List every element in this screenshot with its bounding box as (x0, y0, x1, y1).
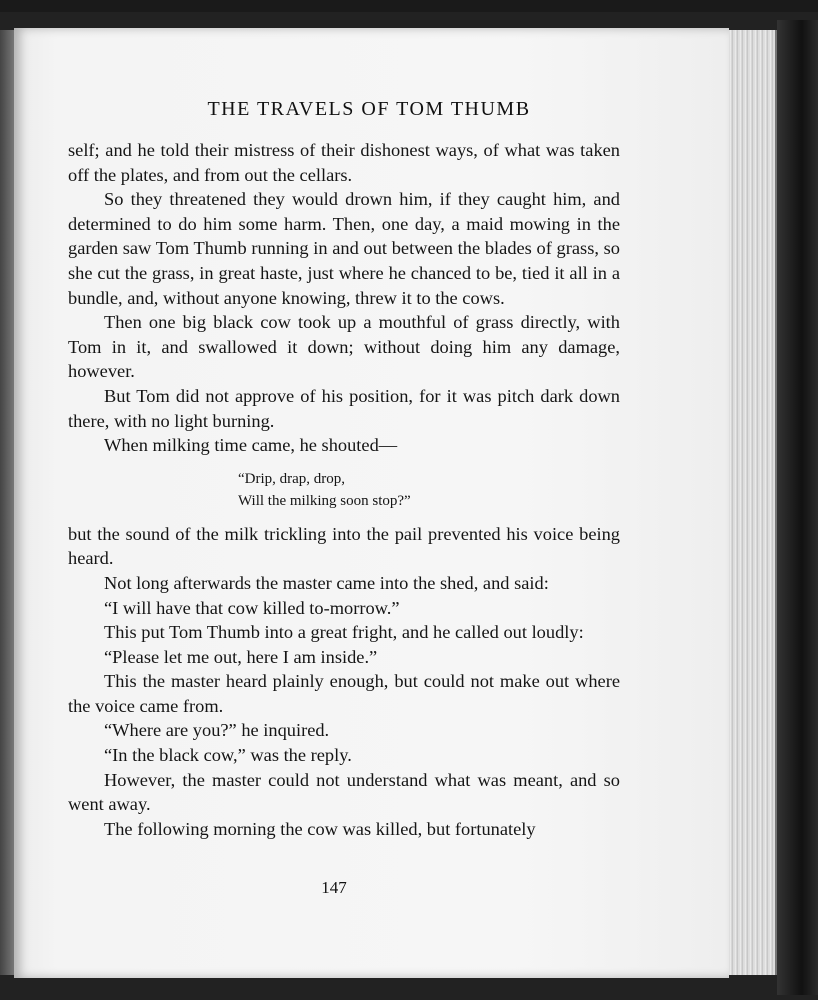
paragraph: This the master heard plainly enough, but could not make out where the voice came from. (68, 671, 620, 716)
page-number-text: 147 (321, 878, 347, 897)
paragraph: “In the black cow,” was the reply. (104, 745, 352, 766)
running-head-text: THE TRAVELS OF TOM THUMB (207, 98, 531, 120)
page-edges (729, 30, 777, 975)
verse-line: “Drip, drap, drop, (238, 470, 346, 487)
paragraph: “I will have that cow killed to-morrow.” (104, 597, 400, 618)
paragraph: Not long afterwards the master came into the shed, and said: (104, 572, 549, 593)
paragraph: “Where are you?” he inquired. (104, 720, 330, 741)
paragraph: When milking time came, he shouted— (104, 435, 398, 456)
verse-line: Will the milking soon stop?” (238, 492, 411, 509)
verse (68, 468, 620, 512)
paragraph: The following morning the cow was killed, but fortunately (104, 818, 536, 839)
paragraph: This put Tom Thumb into a great fright, and he called out loudly: (104, 622, 584, 643)
paragraph: “Please let me out, here I am inside.” (104, 646, 378, 667)
paragraph: However, the master could not understand what was meant, and so went away. (68, 769, 620, 815)
paragraph: but the sound of the milk trickling into the pail prevented his voice being heard. (68, 523, 620, 569)
cover-edge-left (0, 30, 14, 975)
paragraph: But Tom did not approve of his position, for it was pitch dark down there, with no light burning. (68, 385, 620, 431)
paragraph: self; and he told their mistress of their dishonest ways, of what was taken off the plates, and from out the cellars. (68, 140, 620, 185)
paragraph: So they threatened they would drown him, if they caught him, and determined to do him some harm. Then, one day, a maid mowing in the garden saw Tom Thumb running in and out between the blades of grass, so she cut the grass, in great haste, just where he chanced to be, tied it all in a bundle, and, without anyone knowing, threw it to the cows. (68, 189, 620, 308)
running-head (0, 98, 818, 121)
page-number (0, 878, 818, 898)
book-spine (777, 20, 818, 995)
paragraph: Then one big black cow took up a mouthful of grass directly, with Tom in it, and swallowed it down; without doing him any damage, however. (68, 312, 620, 382)
body-text (68, 138, 620, 841)
